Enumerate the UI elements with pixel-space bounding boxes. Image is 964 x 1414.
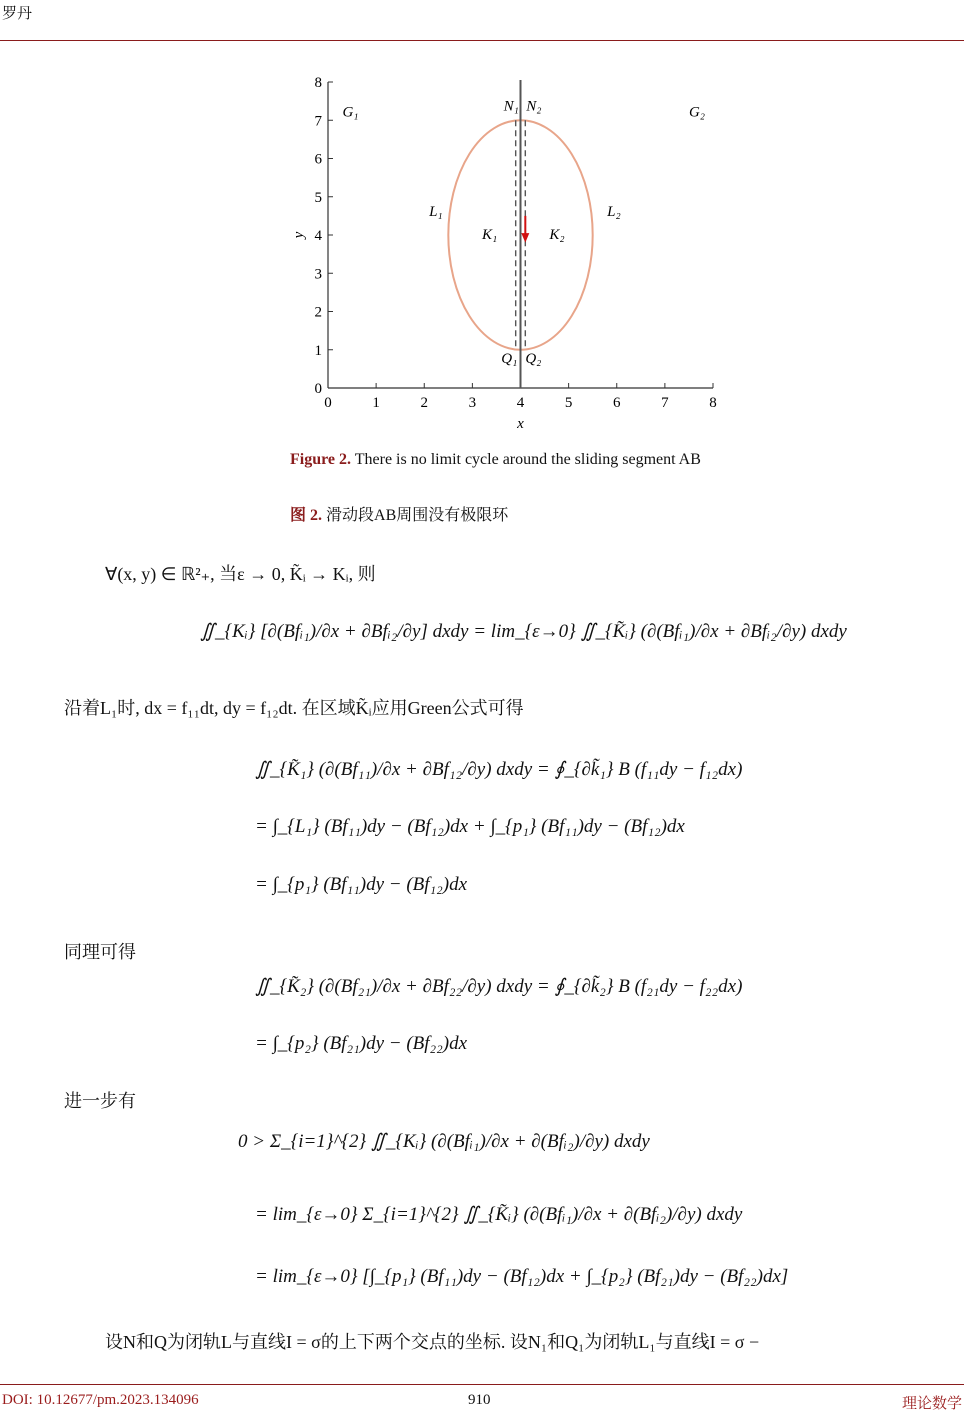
y-tick-label: 6 <box>314 151 322 168</box>
region-label: N₁ <box>503 98 519 115</box>
equation-3b: = ∫_{p₂} (Bf₂₁)dy − (Bf₂₂)dx <box>255 1033 468 1054</box>
x-tick-label: 7 <box>661 395 669 411</box>
y-tick-label: 8 <box>314 75 322 91</box>
footer-journal-name: 理论数学 <box>901 1394 962 1412</box>
region-label: Q₂ <box>525 351 542 368</box>
region-label: L₂ <box>607 203 621 220</box>
footer-page-number: 910 <box>468 1392 491 1408</box>
y-tick-label: 2 <box>314 304 322 321</box>
flow-arrowhead <box>521 233 529 243</box>
figure-caption-en <box>290 450 730 470</box>
paragraph-line-5: 设N和Q为闭轨L与直线I = σ的上下两个交点的坐标. 设N₁和Q₁为闭轨L₁与直线I = σ − <box>105 1332 760 1352</box>
region-label: K₂ <box>549 226 565 243</box>
equation-4c: = lim_{ε→0} [∫_{p₁} (Bf₁₁)dy − (Bf₁₂)dx + ∫_{p₂} (Bf₂₁)dy − (Bf₂₂)dx] <box>255 1266 789 1287</box>
x-tick-label: 8 <box>709 395 717 411</box>
paragraph-line-4: 进一步有 <box>64 1091 136 1111</box>
footer-doi: DOI: 10.12677/pm.2023.134096 <box>2 1392 199 1408</box>
plot-area <box>291 75 717 432</box>
region-label: G₁ <box>342 104 359 121</box>
region-label: N₂ <box>526 98 542 115</box>
region-label: Q₁ <box>501 351 518 368</box>
caption-cn-label: 图 2. <box>290 507 323 524</box>
x-tick-label: 4 <box>516 395 525 411</box>
x-tick-label: 3 <box>468 395 477 411</box>
region-label: K₁ <box>482 226 498 243</box>
figure-caption-cn <box>290 502 508 525</box>
equation-4b: = lim_{ε→0} Σ_{i=1}^{2} ∬_{K̃ᵢ} (∂(Bfᵢ₁)/∂x + ∂(Bfᵢ₂)/∂y) dxdy <box>255 1204 743 1225</box>
running-header-author: 罗丹 <box>2 4 33 22</box>
equation-2c: = ∫_{p₁} (Bf₁₁)dy − (Bf₁₂)dx <box>255 874 468 895</box>
x-tick-label: 0 <box>324 395 332 411</box>
y-tick-label: 3 <box>314 266 322 283</box>
x-tick-label: 5 <box>564 395 573 411</box>
y-tick-label: 7 <box>314 113 322 130</box>
paragraph-line-1: ∀(x, y) ∈ ℝ²₊, 当ε → 0, K̃ᵢ → Kᵢ, 则 <box>105 564 376 584</box>
y-tick-label: 0 <box>314 381 322 397</box>
x-tick-label: 2 <box>420 395 428 411</box>
header-divider <box>0 40 964 41</box>
equation-1: ∬_{Kᵢ} [∂(Bfᵢ₁)/∂x + ∂Bfᵢ₂/∂y] dxdy = lim_{ε→0} ∬_{K̃ᵢ} (∂(Bfᵢ₁)/∂x + ∂Bfᵢ₂/∂y) dxdy <box>200 621 847 642</box>
x-axis-label: x <box>517 416 524 432</box>
region-label: G₂ <box>688 104 705 121</box>
caption-cn-text: 滑动段AB周围没有极限环 <box>326 507 509 524</box>
caption-en-label: Figure 2. <box>290 451 352 468</box>
figure-2-plot <box>290 70 720 435</box>
equation-2a: ∬_{K̃₁} (∂(Bf₁₁)/∂x + ∂Bf₁₂/∂y) dxdy = ∮_{∂k̃₁} B (f₁₁dy − f₁₂dx) <box>255 759 743 780</box>
footer-divider <box>0 1384 964 1385</box>
equation-4a: 0 > Σ_{i=1}^{2} ∬_{Kᵢ} (∂(Bfᵢ₁)/∂x + ∂(Bfᵢ₂)/∂y) dxdy <box>238 1131 650 1152</box>
y-tick-label: 4 <box>314 228 322 244</box>
x-tick-label: 6 <box>613 395 621 411</box>
region-label: L₁ <box>429 203 443 220</box>
equation-3a: ∬_{K̃₂} (∂(Bf₂₁)/∂x + ∂Bf₂₂/∂y) dxdy = ∮_{∂k̃₂} B (f₂₁dy − f₂₂dx) <box>255 976 743 997</box>
paragraph-line-2: 沿着L₁时, dx = f₁₁dt, dy = f₁₂dt. 在区域K̃ᵢ应用Green公式可得 <box>64 698 524 718</box>
y-axis-label: y <box>291 231 307 239</box>
y-tick-label: 1 <box>314 342 322 359</box>
caption-en-text: There is no limit cycle around the sliding segment AB <box>354 451 701 468</box>
y-tick-label: 5 <box>314 189 322 206</box>
x-tick-label: 1 <box>372 395 380 411</box>
paragraph-line-3: 同理可得 <box>64 942 136 962</box>
equation-2b: = ∫_{L₁} (Bf₁₁)dy − (Bf₁₂)dx + ∫_{p₁} (Bf₁₁)dy − (Bf₁₂)dx <box>255 816 685 837</box>
